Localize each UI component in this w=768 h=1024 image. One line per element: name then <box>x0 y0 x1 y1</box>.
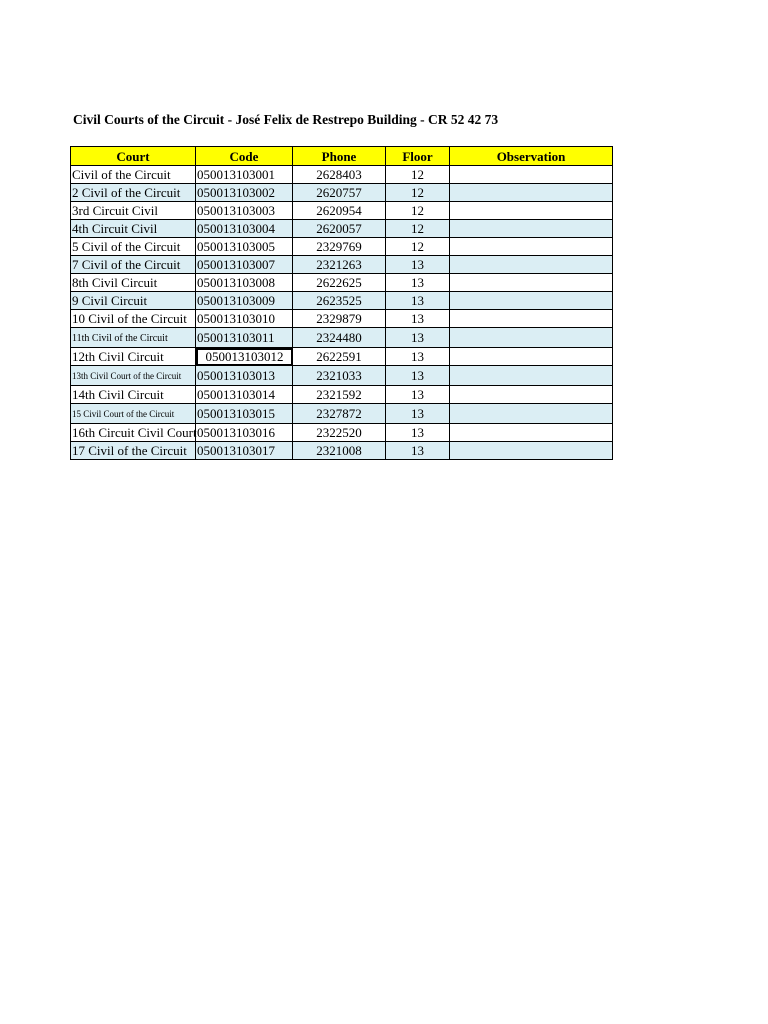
court-cell[interactable]: 9 Civil Circuit <box>71 292 196 310</box>
court-cell-text: 11th Civil of the Circuit <box>72 333 168 344</box>
table-row <box>71 404 613 424</box>
phone-cell[interactable]: 2620954 <box>293 202 386 220</box>
phone-cell[interactable]: 2329769 <box>293 238 386 256</box>
observation-cell[interactable] <box>450 348 613 366</box>
observation-cell[interactable] <box>450 166 613 184</box>
observation-cell[interactable] <box>450 184 613 202</box>
floor-cell[interactable]: 12 <box>386 238 450 256</box>
court-cell[interactable]: 3rd Circuit Civil <box>71 202 196 220</box>
court-cell[interactable]: 12th Civil Circuit <box>71 348 196 366</box>
table-row <box>71 328 613 348</box>
court-cell[interactable]: 17 Civil of the Circuit <box>71 442 196 460</box>
code-cell[interactable]: 050013103002 <box>196 184 293 202</box>
court-cell[interactable]: 8th Civil Circuit <box>71 274 196 292</box>
court-cell[interactable]: 10 Civil of the Circuit <box>71 310 196 328</box>
table-row <box>71 220 613 238</box>
header-row <box>71 147 613 166</box>
phone-cell[interactable]: 2623525 <box>293 292 386 310</box>
court-cell-text: 15 Civil Court of the Circuit <box>72 409 175 419</box>
phone-cell[interactable]: 2327872 <box>293 404 386 424</box>
floor-cell[interactable]: 13 <box>386 366 450 386</box>
table-row <box>71 184 613 202</box>
code-cell[interactable]: 050013103013 <box>196 366 293 386</box>
floor-cell[interactable]: 13 <box>386 348 450 366</box>
phone-cell[interactable]: 2620757 <box>293 184 386 202</box>
court-cell[interactable]: 7 Civil of the Circuit <box>71 256 196 274</box>
observation-cell[interactable] <box>450 238 613 256</box>
table-row <box>71 424 613 442</box>
phone-cell[interactable]: 2321592 <box>293 386 386 404</box>
phone-cell[interactable]: 2321263 <box>293 256 386 274</box>
floor-cell[interactable]: 13 <box>386 292 450 310</box>
phone-cell[interactable]: 2324480 <box>293 328 386 348</box>
floor-cell[interactable]: 12 <box>386 202 450 220</box>
header-phone[interactable]: Phone <box>293 147 386 166</box>
observation-cell[interactable] <box>450 404 613 424</box>
floor-cell[interactable]: 13 <box>386 328 450 348</box>
floor-cell[interactable]: 13 <box>386 310 450 328</box>
table-row <box>71 166 613 184</box>
floor-cell[interactable]: 13 <box>386 386 450 404</box>
observation-cell[interactable] <box>450 310 613 328</box>
observation-cell[interactable] <box>450 202 613 220</box>
table-row <box>71 256 613 274</box>
floor-cell[interactable]: 12 <box>386 220 450 238</box>
table-row <box>71 348 613 366</box>
phone-cell[interactable]: 2322520 <box>293 424 386 442</box>
code-cell[interactable]: 050013103017 <box>196 442 293 460</box>
table-row <box>71 202 613 220</box>
court-cell[interactable] <box>71 328 196 348</box>
phone-cell[interactable]: 2321033 <box>293 366 386 386</box>
floor-cell[interactable]: 12 <box>386 184 450 202</box>
header-court[interactable]: Court <box>71 147 196 166</box>
header-floor[interactable]: Floor <box>386 147 450 166</box>
court-cell[interactable]: 5 Civil of the Circuit <box>71 238 196 256</box>
code-cell[interactable]: 050013103016 <box>196 424 293 442</box>
phone-cell[interactable]: 2620057 <box>293 220 386 238</box>
code-cell[interactable]: 050013103009 <box>196 292 293 310</box>
table-row <box>71 386 613 404</box>
observation-cell[interactable] <box>450 386 613 404</box>
code-cell[interactable]: 050013103008 <box>196 274 293 292</box>
code-cell[interactable]: 050013103007 <box>196 256 293 274</box>
code-cell[interactable]: 050013103004 <box>196 220 293 238</box>
code-cell[interactable]: 050013103005 <box>196 238 293 256</box>
observation-cell[interactable] <box>450 274 613 292</box>
header-observation[interactable]: Observation <box>450 147 613 166</box>
observation-cell[interactable] <box>450 256 613 274</box>
floor-cell[interactable]: 13 <box>386 424 450 442</box>
phone-cell[interactable]: 2329879 <box>293 310 386 328</box>
code-cell[interactable]: 050013103010 <box>196 310 293 328</box>
header-code[interactable]: Code <box>196 147 293 166</box>
floor-cell[interactable]: 13 <box>386 256 450 274</box>
code-cell[interactable]: 050013103003 <box>196 202 293 220</box>
table-row <box>71 238 613 256</box>
floor-cell[interactable]: 12 <box>386 166 450 184</box>
court-cell[interactable] <box>71 404 196 424</box>
observation-cell[interactable] <box>450 424 613 442</box>
table-row <box>71 274 613 292</box>
code-cell[interactable]: 050013103014 <box>196 386 293 404</box>
table-row <box>71 310 613 328</box>
phone-cell[interactable]: 2628403 <box>293 166 386 184</box>
court-cell[interactable]: 14th Civil Circuit <box>71 386 196 404</box>
code-cell[interactable]: 050013103011 <box>196 328 293 348</box>
court-cell[interactable] <box>71 366 196 386</box>
court-cell[interactable]: 4th Circuit Civil <box>71 220 196 238</box>
floor-cell[interactable]: 13 <box>386 404 450 424</box>
phone-cell[interactable]: 2622591 <box>293 348 386 366</box>
code-cell[interactable]: 050013103015 <box>196 404 293 424</box>
court-cell-text: 13th Civil Court of the Circuit <box>72 371 182 381</box>
code-cell-selected[interactable]: 050013103012 <box>196 348 293 366</box>
floor-cell[interactable]: 13 <box>386 442 450 460</box>
phone-cell[interactable]: 2622625 <box>293 274 386 292</box>
phone-cell[interactable]: 2321008 <box>293 442 386 460</box>
court-cell[interactable]: 16th Circuit Civil Court <box>72 425 197 440</box>
code-cell[interactable]: 050013103001 <box>196 166 293 184</box>
table-row <box>71 442 613 460</box>
table-row <box>71 292 613 310</box>
floor-cell[interactable]: 13 <box>386 274 450 292</box>
observation-cell[interactable] <box>450 328 613 348</box>
observation-cell[interactable] <box>450 292 613 310</box>
observation-cell[interactable] <box>450 220 613 238</box>
table-row <box>71 366 613 386</box>
courts-table <box>70 146 613 460</box>
court-cell[interactable]: 2 Civil of the Circuit <box>71 184 196 202</box>
observation-cell[interactable] <box>450 366 613 386</box>
page-title: Civil Courts of the Circuit - José Felix de Restrepo Building - CR 52 42 73 <box>73 112 499 127</box>
court-cell[interactable]: Civil of the Circuit <box>71 166 196 184</box>
observation-cell[interactable] <box>450 442 613 460</box>
